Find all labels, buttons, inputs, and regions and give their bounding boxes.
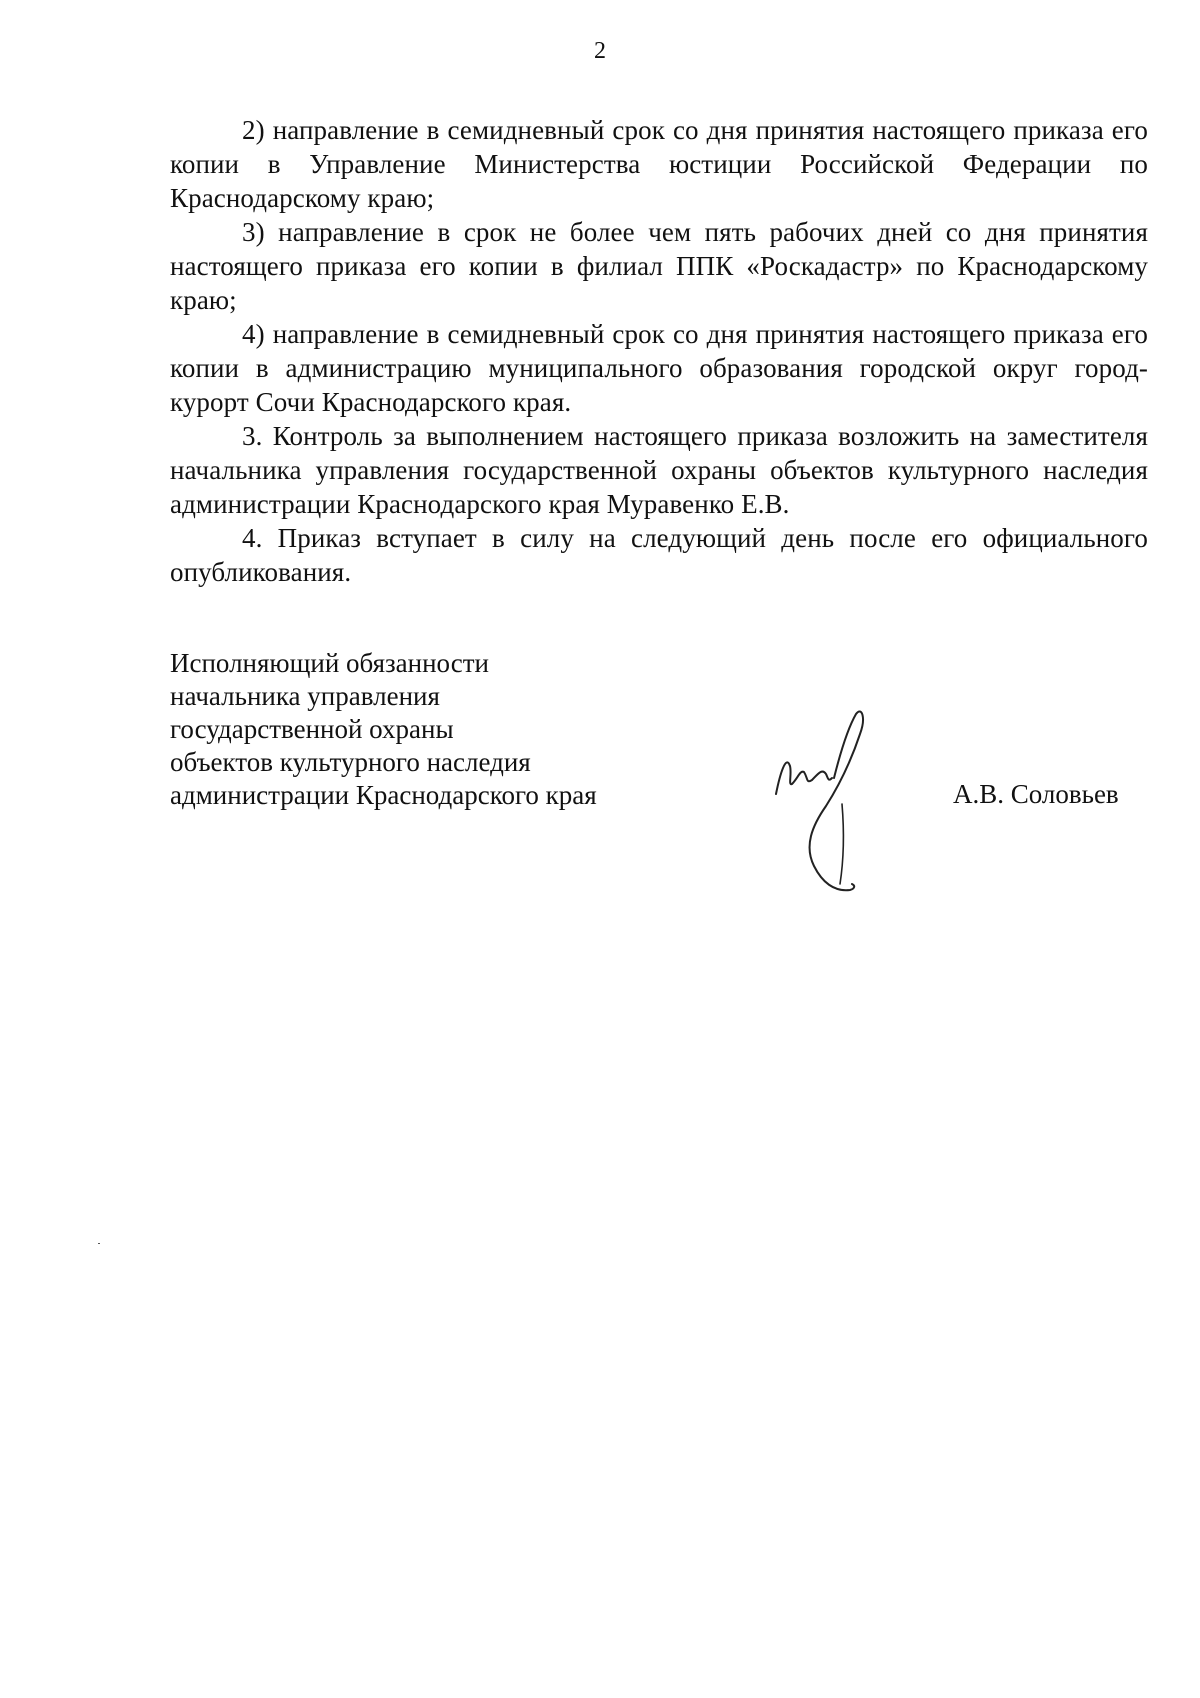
position-line: начальника управления (170, 681, 440, 711)
paragraph-item-2: 2) направление в семидневный срок со дня принятия настоящего приказа его копии в Управление Министерства юстиции Российской Федерации по Краснодарскому краю; (170, 115, 1148, 213)
page-number: 2 (594, 38, 606, 64)
order-body (170, 113, 1148, 589)
scan-speck (98, 1243, 100, 1244)
position-line: Исполняющий обязанности (170, 648, 489, 678)
position-line: объектов культурного наследия (170, 747, 531, 777)
position-line: государственной охраны (170, 714, 454, 744)
signatory-name: А.В. Соловьев (953, 779, 1119, 809)
handwritten-signature-icon (770, 708, 890, 898)
paragraph-item-4: 4) направление в семидневный срок со дня принятия настоящего приказа его копии в администрацию муниципального образования городской округ город-курорт Сочи Краснодарского края. (170, 319, 1148, 417)
signatory-position (170, 647, 597, 812)
paragraph-control: 3. Контроль за выполнением настоящего приказа возложить на заместителя начальника управления государственной охраны объектов культурного наследия администрации Краснодарского края Муравенко Е.В. (170, 421, 1148, 519)
paragraph-entry-into-force: 4. Приказ вступает в силу на следующий день после его официального опубликования. (170, 523, 1148, 587)
position-line: администрации Краснодарского края (170, 780, 597, 810)
paragraph-item-3: 3) направление в срок не более чем пять рабочих дней со дня принятия настоящего приказа его копии в филиал ППК «Роскадастр» по Краснодарскому краю; (170, 217, 1148, 315)
